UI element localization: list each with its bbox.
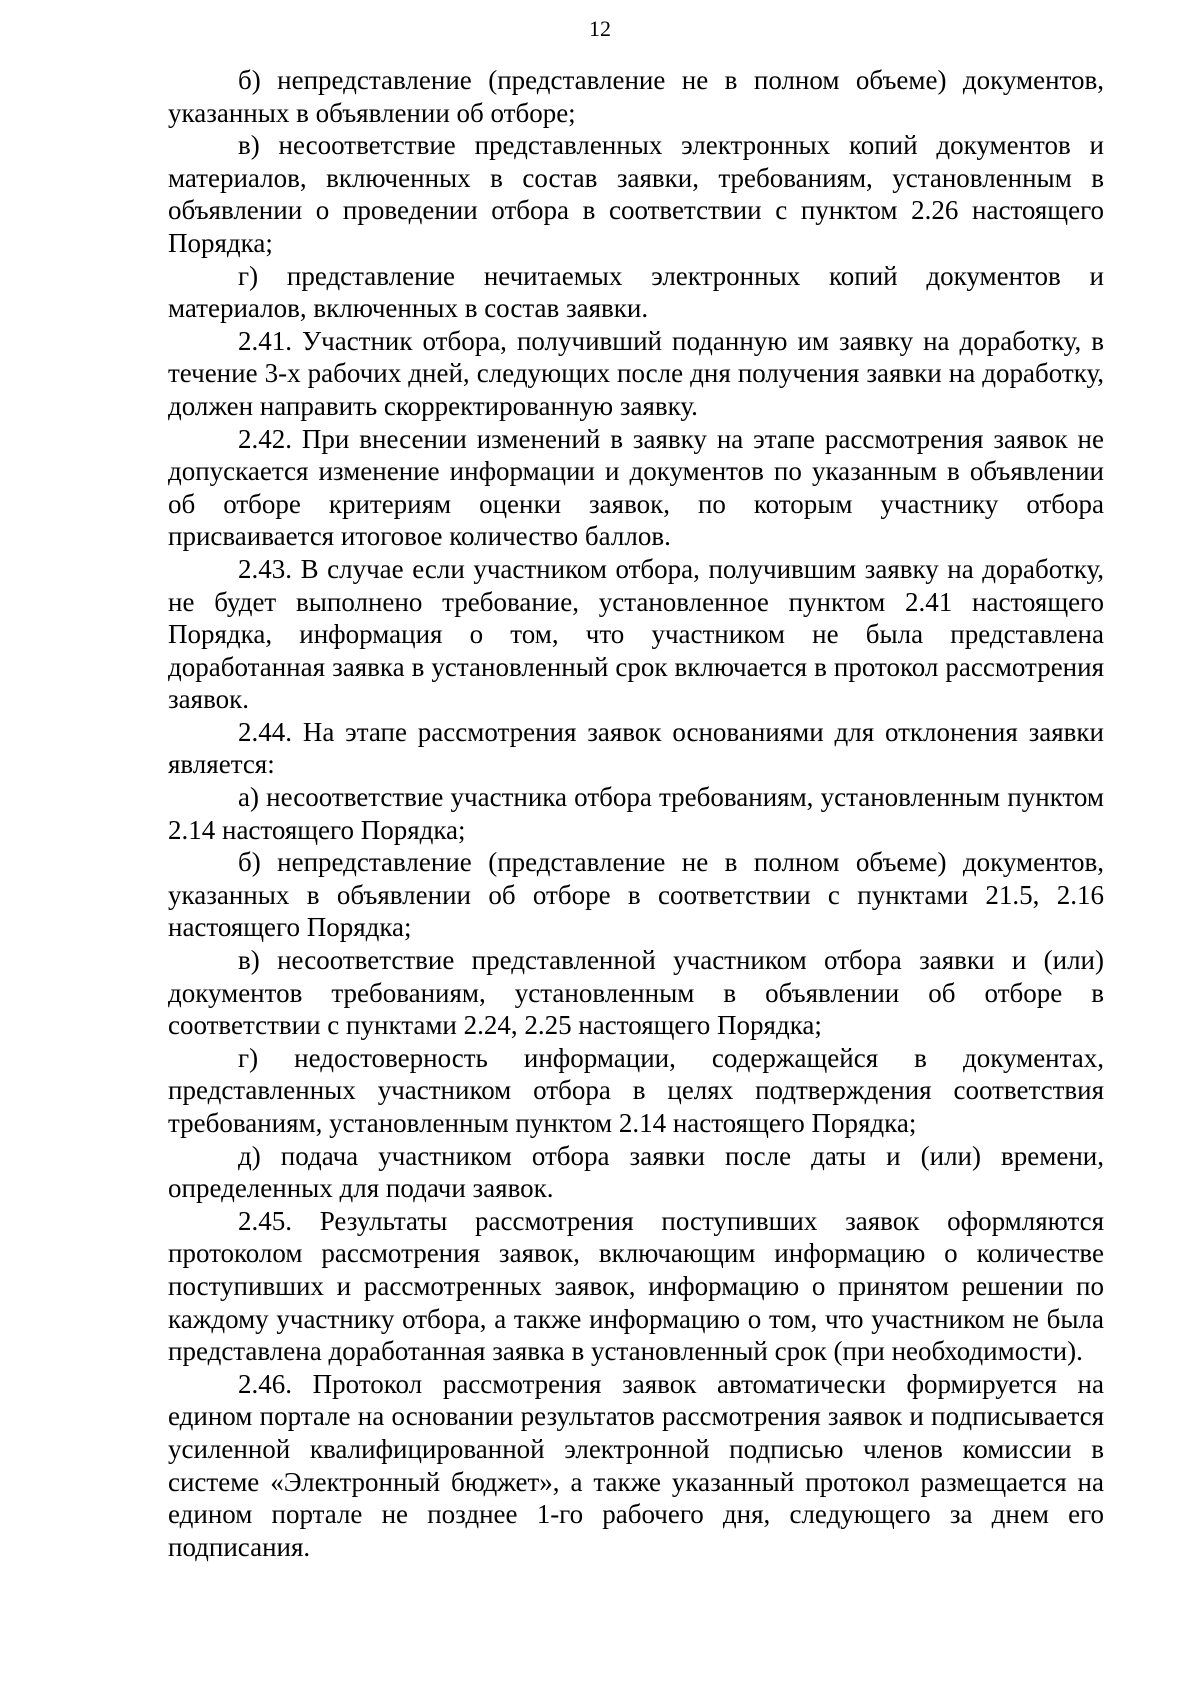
paragraph-2-44: 2.44. На этапе рассмотрения заявок основаниями для отклонения заявки является: — [168, 716, 1104, 780]
paragraph-v-copies-mismatch: в) несоответствие представленных электронных копий документов и материалов, включенных в состав заявки, требованиям, установленным в объявлении о проведении отбора в соответствии с пунктом 2.26 настоящего Порядка; — [168, 130, 1104, 258]
page-number: 12 — [589, 16, 611, 41]
paragraph-2-43: 2.43. В случае если участником отбора, получившим заявку на доработку, не будет выполнено требование, установленное пунктом 2.41 настоящего Порядка, информация о том, что участником не была представлена доработанная заявка в установленный срок включается в протокол рассмотрения заявок. — [168, 553, 1104, 715]
paragraph-b-nonsubmission: б) непредставление (представление не в полном объеме) документов, указанных в объявлении об отборе; — [168, 65, 1104, 128]
paragraph-2-45: 2.45. Результаты рассмотрения поступивших заявок оформляются протоколом рассмотрения заявок, включающим информацию о количестве поступивших и рассмотренных заявок, информацию о принятом решении по каждому участнику отбора, а также информацию о том, что участником не была представлена доработанная заявка в установленный срок (при необходимости). — [168, 1205, 1104, 1367]
paragraph-2-44-d: д) подача участником отбора заявки после даты и (или) времени, определенных для подачи заявок. — [168, 1140, 1104, 1204]
paragraph-2-42: 2.42. При внесении изменений в заявку на этапе рассмотрения заявок не допускается изменение информации и документов по указанным в объявлении об отборе критериям оценки заявок, по которым участнику отбора присваивается итоговое количество баллов. — [168, 423, 1104, 552]
paragraph-g-unreadable-copies: г) представление нечитаемых электронных копий документов и материалов, включенных в состав заявки. — [168, 260, 1104, 324]
paragraph-2-44-v: в) несоответствие представленной участником отбора заявки и (или) документов требованиям, установленным в объявлении об отборе в соответствии с пунктами 2.24, 2.25 настоящего Порядка; — [168, 945, 1104, 1041]
paragraph-2-44-b: б) непредставление (представление не в полном объеме) документов, указанных в объявлении об отборе в соответствии с пунктами 21.5, 2.16 настоящего Порядка; — [168, 847, 1104, 943]
paragraph-2-41: 2.41. Участник отбора, получивший поданную им заявку на доработку, в течение 3-х рабочих дней, следующих после дня получения заявки на доработку, должен направить скорректированную заявку. — [168, 325, 1104, 421]
paragraph-2-44-a: а) несоответствие участника отбора требованиям, установленным пунктом 2.14 настоящего Порядка; — [168, 782, 1104, 845]
paragraph-2-46: 2.46. Протокол рассмотрения заявок автоматически формируется на едином портале на основании результатов рассмотрения заявок и подписывается усиленной квалифицированной электронной подписью членов комиссии в системе «Электронный бюджет», а также указанный протокол размещается на едином портале не позднее 1-го рабочего дня, следующего за днем его подписания. — [168, 1368, 1104, 1562]
document-body — [168, 64, 1104, 1563]
paragraph-2-44-g: г) недостоверность информации, содержащейся в документах, представленных участником отбора в целях подтверждения соответствия требованиям, установленным пунктом 2.14 настоящего Порядка; — [168, 1042, 1104, 1138]
